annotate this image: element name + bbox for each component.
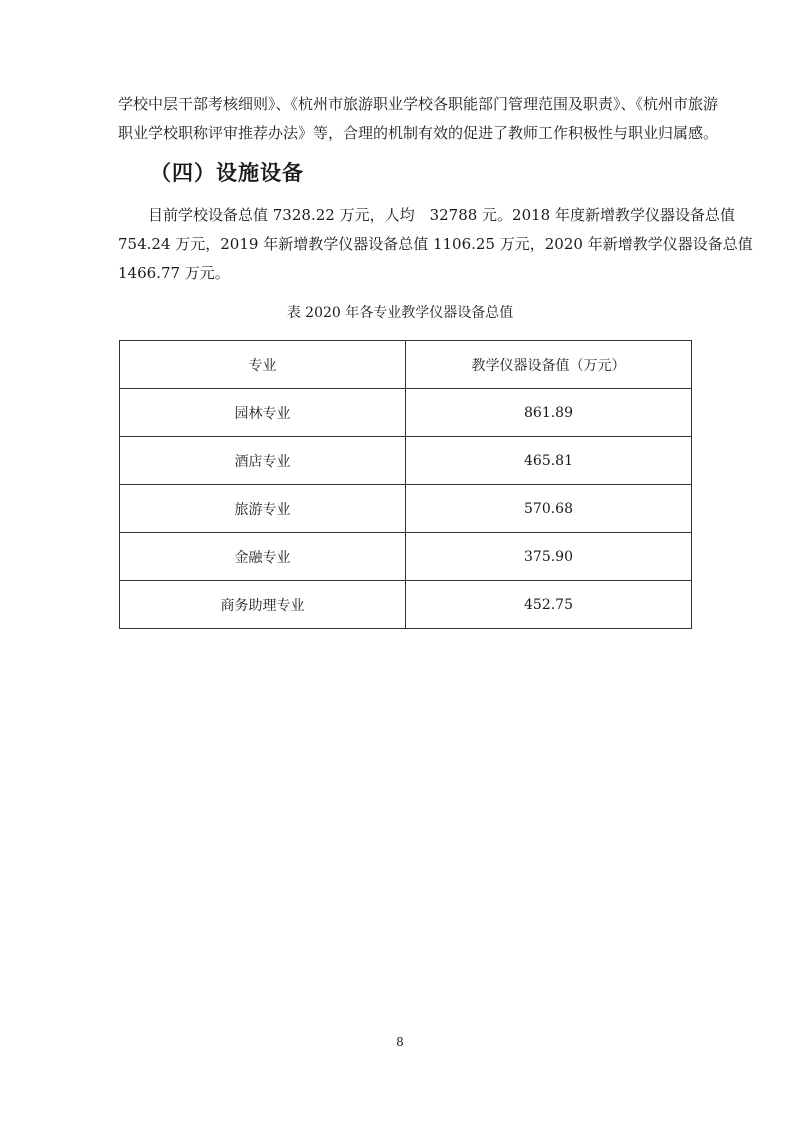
column-header-major: 专业 [120,341,406,389]
table-row [120,533,692,581]
column-header-value: 教学仪器设备值（万元） [406,341,692,389]
paragraph-line: 职业学校职称评审推荐办法》等，合理的机制有效的促进了教师工作积极性与职业归属感。 [118,124,719,142]
cell-value: 861.89 [406,389,692,437]
page-number: 8 [396,1035,404,1049]
equipment-value-table [119,340,692,629]
paragraph-governance [118,90,719,148]
cell-value: 452.75 [406,581,692,629]
table-row [120,485,692,533]
cell-major: 酒店专业 [120,437,406,485]
cell-value: 465.81 [406,437,692,485]
cell-major: 金融专业 [120,533,406,581]
cell-value: 375.90 [406,533,692,581]
table-row [120,437,692,485]
cell-major: 旅游专业 [120,485,406,533]
paragraph-line: 754.24 万元，2019 年新增教学仪器设备总值 1106.25 万元，2020 年新增教学仪器设备总值 [118,235,753,253]
section-heading: （四）设施设备 [150,161,304,185]
table-header-row [120,341,692,389]
table-caption: 表 2020 年各专业教学仪器设备总值 [286,305,514,321]
paragraph-line: 1466.77 万元。 [118,264,230,282]
paragraph-equipment [118,201,753,288]
cell-major: 园林专业 [120,389,406,437]
table-row [120,389,692,437]
table-row [120,581,692,629]
cell-major: 商务助理专业 [120,581,406,629]
paragraph-line: 目前学校设备总值 7328.22 万元，人均 32788 元。2018 年度新增教学仪器设备总值 [148,206,735,224]
cell-value: 570.68 [406,485,692,533]
paragraph-line: 学校中层干部考核细则》、《杭州市旅游职业学校各职能部门管理范围及职责》、《杭州市旅游 [118,95,719,113]
